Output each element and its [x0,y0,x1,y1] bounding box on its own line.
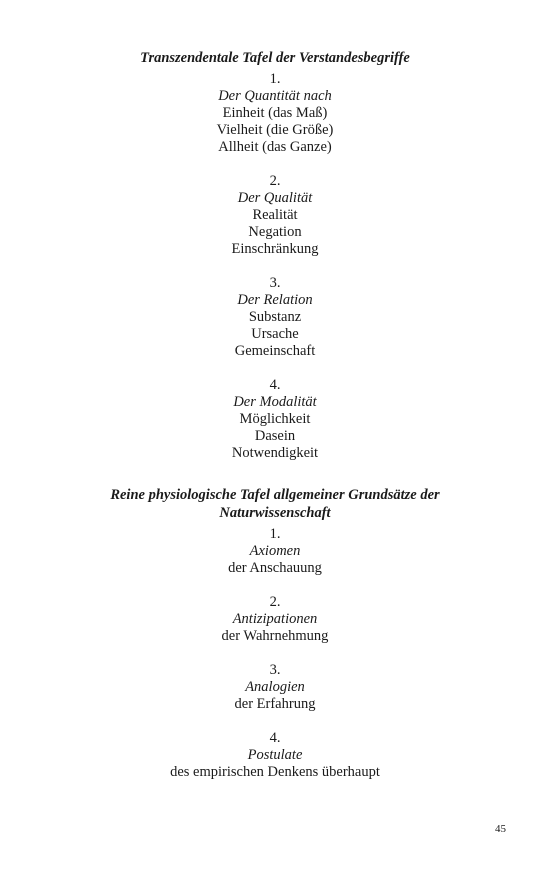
group-number: 3. [269,662,281,678]
principle-group-postulates [0,730,550,781]
group-item: der Wahrnehmung [221,628,329,644]
principle-group-analogies [0,662,550,713]
table-categories-title: Transzendentale Tafel der Verstandesbegriffe [140,50,410,66]
group-heading: Der Quantität nach [218,88,332,104]
group-item: Notwendigkeit [231,445,319,461]
group-number: 1. [269,71,281,87]
principle-group-anticipations [0,594,550,645]
table-categories [0,49,550,462]
principle-group-axioms [0,526,550,577]
table-principles-title: Reine physiologische Tafel allgemeiner Grundsätze der Naturwissenschaft [110,487,440,521]
group-number: 4. [269,377,281,393]
group-item: Möglichkeit [239,411,311,427]
group-item: Einschränkung [231,241,319,257]
group-heading: Analogien [245,679,305,695]
category-group-relation [0,275,550,360]
group-number: 3. [269,275,281,291]
group-heading: Der Modalität [233,394,317,410]
group-item: der Anschauung [228,560,322,576]
group-number: 2. [269,173,281,189]
category-group-quantity [0,71,550,156]
group-item: Einheit (das Maß) [222,105,328,121]
group-heading: Axiomen [249,543,301,559]
group-item: Negation [248,224,302,240]
group-heading: Antizipationen [232,611,318,627]
group-item: des empirischen Denkens überhaupt [170,764,380,780]
group-number: 4. [269,730,281,746]
category-group-quality [0,173,550,258]
group-item: Vielheit (die Größe) [216,122,334,138]
group-number: 1. [269,526,281,542]
group-item: Gemeinschaft [234,343,316,359]
page-number: 45 [495,823,506,835]
group-heading: Der Relation [237,292,313,308]
group-item: Allheit (das Ganze) [218,139,332,155]
group-heading: Der Qualität [237,190,313,206]
group-number: 2. [269,594,281,610]
group-item: Realität [252,207,298,223]
group-heading: Postulate [247,747,303,763]
group-item: Ursache [251,326,299,342]
group-item: Dasein [254,428,296,444]
group-item: der Erfahrung [234,696,316,712]
category-group-modality [0,377,550,462]
table-principles [0,486,550,781]
group-item: Substanz [248,309,302,325]
